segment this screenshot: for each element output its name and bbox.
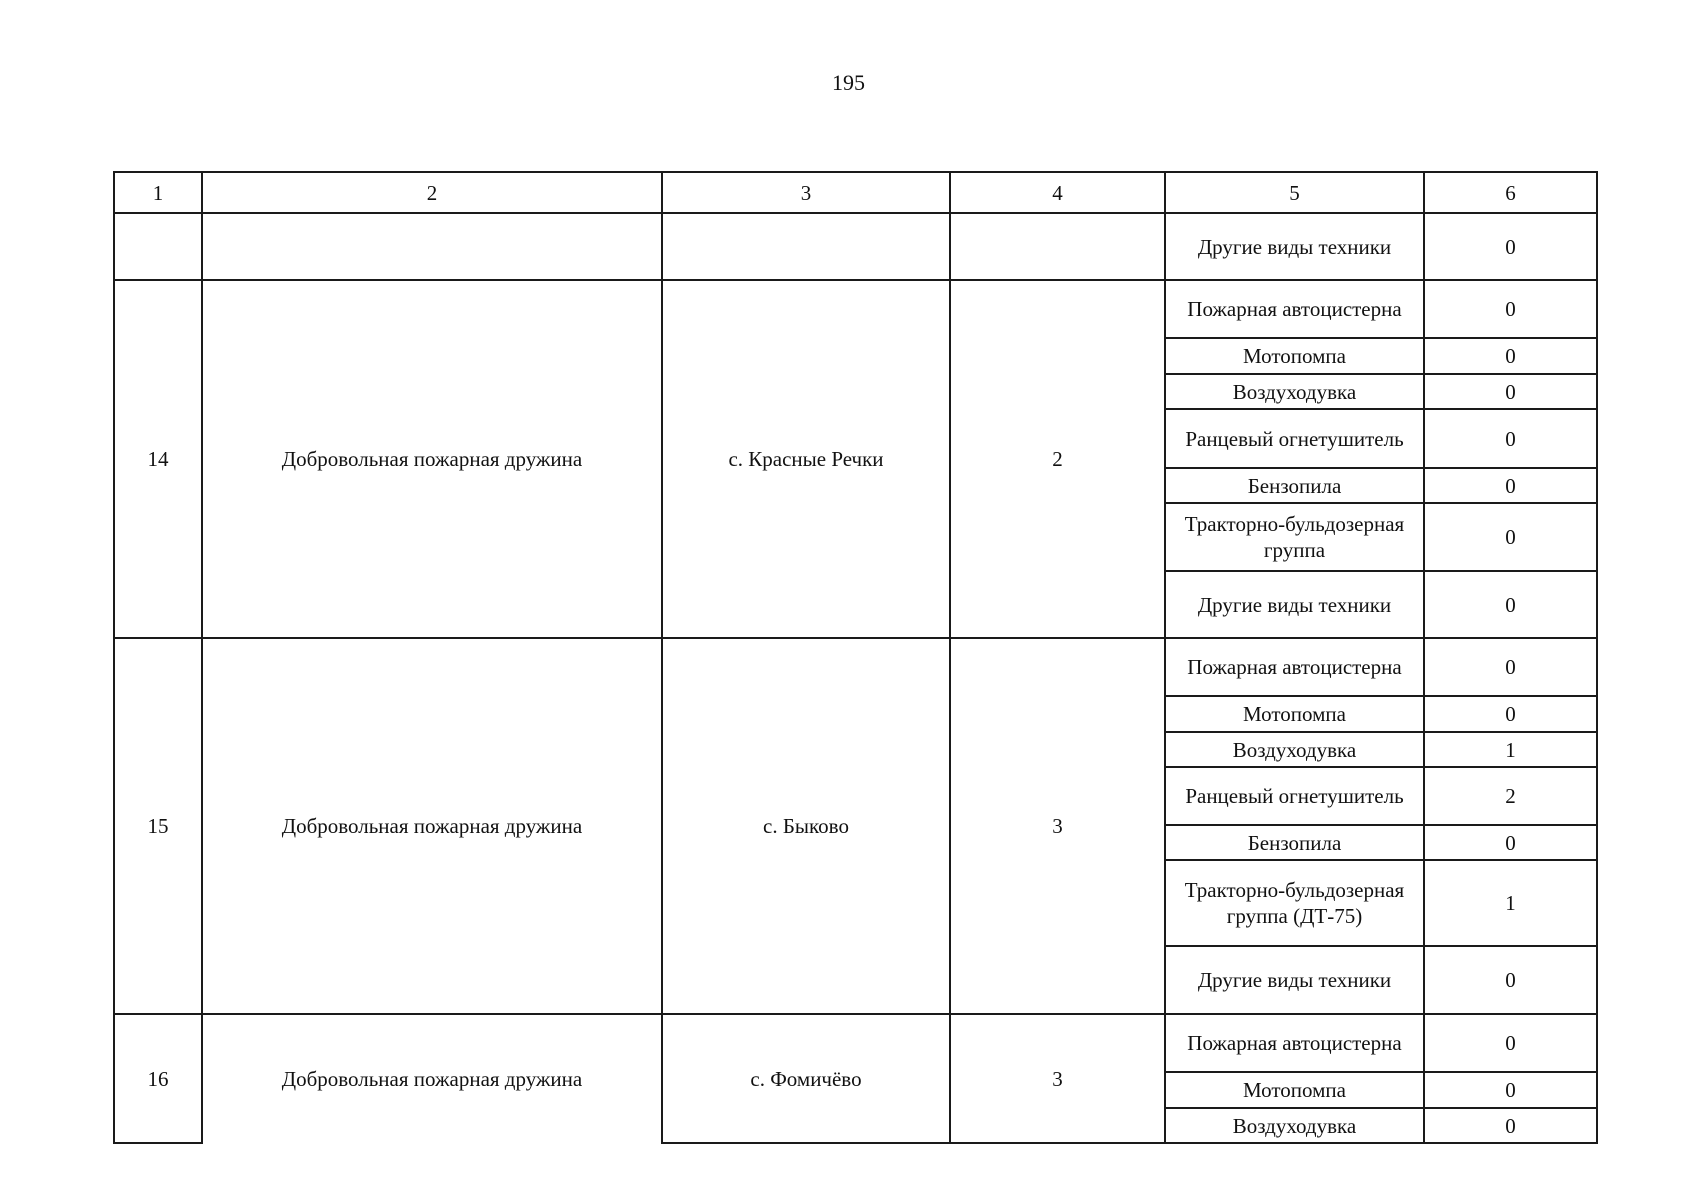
empty-cell	[662, 213, 950, 280]
row-number-cell: 16	[114, 1014, 202, 1143]
equipment-cell: Другие виды техники	[1165, 571, 1424, 638]
count-cell: 0	[1424, 280, 1597, 338]
empty-cell	[950, 213, 1165, 280]
count-cell: 0	[1424, 696, 1597, 732]
count-cell: 0	[1424, 571, 1597, 638]
equipment-cell: Ранцевый огнетушитель	[1165, 767, 1424, 825]
column-header: 3	[662, 172, 950, 213]
column-header: 2	[202, 172, 662, 213]
table-row	[114, 1014, 1597, 1072]
count-cell: 0	[1424, 409, 1597, 468]
staff-count-cell: 3	[950, 638, 1165, 1014]
count-cell: 0	[1424, 213, 1597, 280]
staff-count-cell: 2	[950, 280, 1165, 638]
equipment-cell: Пожарная автоцистерна	[1165, 280, 1424, 338]
column-header: 1	[114, 172, 202, 213]
equipment-cell: Воздуходувка	[1165, 732, 1424, 767]
equipment-cell: Ранцевый огнетушитель	[1165, 409, 1424, 468]
staff-count-cell: 3	[950, 1014, 1165, 1143]
count-cell: 0	[1424, 338, 1597, 374]
equipment-cell: Пожарная автоцистерна	[1165, 1014, 1424, 1072]
count-cell: 0	[1424, 825, 1597, 860]
count-cell: 0	[1424, 503, 1597, 571]
empty-cell	[202, 213, 662, 280]
count-cell: 0	[1424, 638, 1597, 696]
column-header: 5	[1165, 172, 1424, 213]
unit-name-cell: Добровольная пожарная дружина	[202, 638, 662, 1014]
count-cell: 0	[1424, 468, 1597, 503]
equipment-cell: Пожарная автоцистерна	[1165, 638, 1424, 696]
equipment-cell: Бензопила	[1165, 825, 1424, 860]
column-header: 4	[950, 172, 1165, 213]
count-cell: 0	[1424, 1108, 1597, 1143]
fire-equipment-table	[113, 171, 1598, 1144]
settlement-cell: с. Фомичёво	[662, 1014, 950, 1143]
equipment-cell: Мотопомпа	[1165, 696, 1424, 732]
count-cell: 0	[1424, 1014, 1597, 1072]
equipment-cell: Другие виды техники	[1165, 946, 1424, 1014]
count-cell: 0	[1424, 1072, 1597, 1108]
count-cell: 0	[1424, 946, 1597, 1014]
equipment-cell: Бензопила	[1165, 468, 1424, 503]
equipment-cell: Мотопомпа	[1165, 1072, 1424, 1108]
table-row	[114, 280, 1597, 338]
table-row	[114, 213, 1597, 280]
count-cell: 1	[1424, 860, 1597, 946]
count-cell: 0	[1424, 374, 1597, 409]
table-row	[114, 638, 1597, 696]
count-cell: 1	[1424, 732, 1597, 767]
count-cell: 2	[1424, 767, 1597, 825]
empty-cell	[114, 213, 202, 280]
column-header: 6	[1424, 172, 1597, 213]
equipment-cell: Воздуходувка	[1165, 1108, 1424, 1143]
header-row	[114, 172, 1597, 213]
settlement-cell: с. Быково	[662, 638, 950, 1014]
row-number-cell: 15	[114, 638, 202, 1014]
equipment-cell: Воздуходувка	[1165, 374, 1424, 409]
settlement-cell: с. Красные Речки	[662, 280, 950, 638]
unit-name-cell: Добровольная пожарная дружина	[202, 280, 662, 638]
row-number-cell: 14	[114, 280, 202, 638]
page-number: 195	[832, 70, 865, 95]
equipment-cell: Тракторно-бульдозерная группа (ДТ-75)	[1165, 860, 1424, 946]
equipment-cell: Мотопомпа	[1165, 338, 1424, 374]
unit-name-cell: Добровольная пожарная дружина	[202, 1014, 662, 1143]
equipment-cell: Тракторно-бульдозерная группа	[1165, 503, 1424, 571]
equipment-cell: Другие виды техники	[1165, 213, 1424, 280]
